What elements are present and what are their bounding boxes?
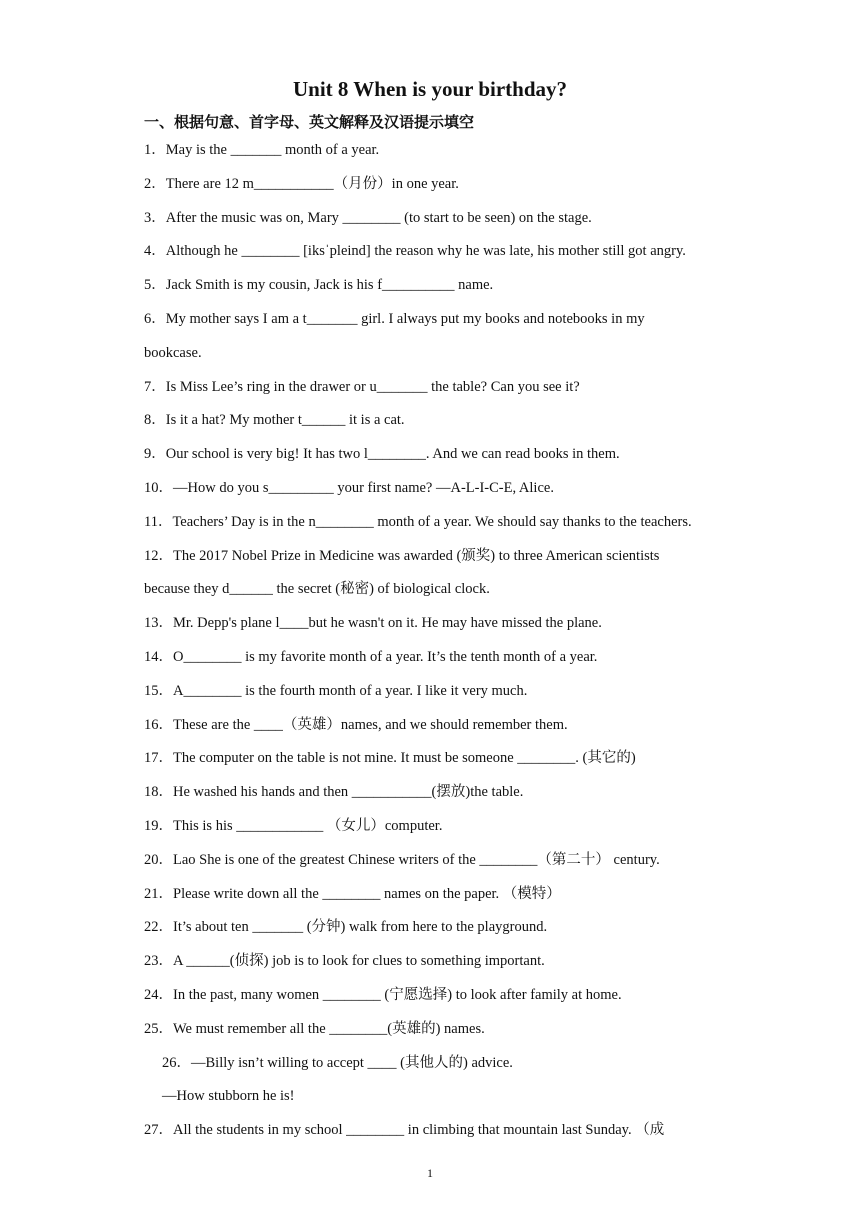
exercise-line: 16．These are the ____（英雄）names, and we should remember them. [144, 716, 568, 733]
page-number: 1 [427, 1166, 433, 1180]
exercise-line: 5．Jack Smith is my cousin, Jack is his f__________ name. [144, 277, 494, 294]
exercise-line: 6．My mother says I am a t_______ girl. I always put my books and notebooks in my [144, 310, 645, 327]
exercise-line: 17．The computer on the table is not mine. It must be someone ________. (其它的) [144, 750, 636, 767]
document-title: Unit 8 When is your birthday? [292, 77, 568, 101]
exercise-line: 19．This is his ____________ （女儿）computer. [144, 817, 443, 834]
exercise-line: 26．—Billy isn’t willing to accept ____ (其他人的) advice. [162, 1054, 513, 1071]
exercise-line: 15．A________ is the fourth month of a year. I like it very much. [144, 682, 528, 699]
exercise-line: 9．Our school is very big! It has two l________. And we can read books in them. [144, 446, 620, 463]
exercise-list [144, 138, 744, 1152]
exercise-line-continuation: because they d______ the secret (秘密) of biological clock. [144, 581, 490, 598]
exercise-line: 10．—How do you s_________ your first name? —A-L-I-C-E, Alice. [144, 479, 554, 496]
exercise-line: 23．A ______(侦探) job is to look for clues to something important. [144, 953, 545, 970]
section-heading: 一、根据句意、首字母、英文解释及汉语提示填空 [144, 113, 475, 131]
exercise-line: 24．In the past, many women ________ (宁愿选择) to look after family at home. [144, 986, 622, 1003]
exercise-line: 3．After the music was on, Mary ________ (to start to be seen) on the stage. [144, 209, 592, 226]
exercise-line: 25．We must remember all the ________(英雄的) names. [144, 1020, 485, 1037]
exercise-line-continuation: bookcase. [144, 344, 202, 361]
exercise-line: 7．Is Miss Lee’s ring in the drawer or u_______ the table? Can you see it? [144, 378, 580, 395]
exercise-line: 27．All the students in my school ________ in climbing that mountain last Sunday. （成 [144, 1122, 665, 1139]
exercise-line: 22．It’s about ten _______ (分钟) walk from here to the playground. [144, 919, 548, 936]
exercise-line: 14．O________ is my favorite month of a year. It’s the tenth month of a year. [144, 648, 598, 665]
exercise-line: 2．There are 12 m___________（月份）in one year. [144, 175, 459, 192]
exercise-line: 1．May is the _______ month of a year. [144, 142, 380, 158]
exercise-line: 12．The 2017 Nobel Prize in Medicine was awarded (颁奖) to three American scientists [144, 547, 660, 564]
exercise-line: 11．Teachers’ Day is in the n________ month of a year. We should say thanks to the teachers. [144, 513, 692, 530]
exercise-line: 20．Lao She is one of the greatest Chinese writers of the ________（第二十） century. [144, 851, 660, 868]
exercise-line: 13．Mr. Depp's plane l____but he wasn't on it. He may have missed the plane. [144, 615, 602, 632]
exercise-line: 18．He washed his hands and then ___________(摆放)the table. [144, 784, 524, 801]
exercise-line-continuation: —How stubborn he is! [162, 1088, 295, 1105]
exercise-line: 21．Please write down all the ________ names on the paper. （模特） [144, 885, 561, 902]
exercise-line: 4．Although he ________ [iksˈpleind] the reason why he was late, his mother still got angry. [144, 243, 686, 260]
exercise-line: 8．Is it a hat? My mother t______ it is a cat. [144, 412, 405, 429]
